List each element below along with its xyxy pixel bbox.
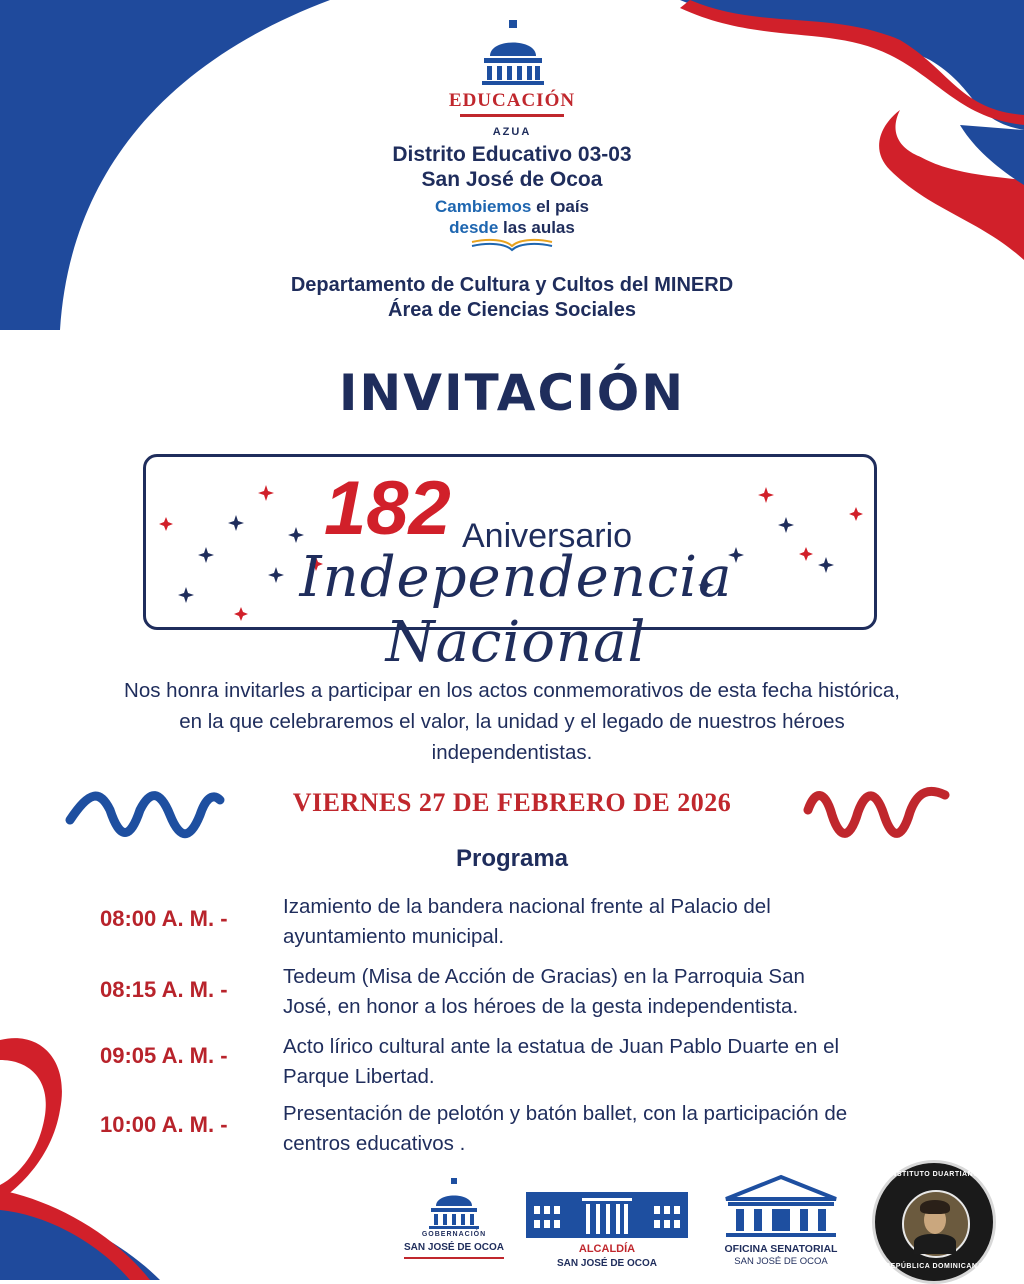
province-label: AZUA xyxy=(492,126,532,138)
gobernacion-dome-logo xyxy=(426,1178,482,1230)
education-dome-logo xyxy=(478,20,548,86)
district-line-1: Distrito Educativo 03-03 xyxy=(392,143,632,166)
program-desc-2-line-2: José, en honor a los héroes de la gesta independentista. xyxy=(283,995,799,1018)
invitation-line-2: en la que celebraremos el valor, la unidad y el legado de nuestros héroes xyxy=(179,710,845,733)
anniversary-banner xyxy=(143,454,877,675)
open-book-icon xyxy=(470,238,554,252)
department-line-1: Departamento de Cultura y Cultos del MINERD xyxy=(290,274,734,296)
flag-ribbon-bottom-left xyxy=(0,1038,160,1280)
department-line-2: Área de Ciencias Sociales xyxy=(388,299,636,321)
instituto-duartiano-seal xyxy=(872,1160,996,1284)
seal-portrait xyxy=(902,1190,970,1258)
alcaldia-building-logo xyxy=(526,1192,688,1238)
program-time-2: 08:15 A. M. - xyxy=(100,977,228,1002)
program-desc-4-line-1: Presentación de pelotón y batón ballet, con la participación de xyxy=(283,1102,848,1125)
portrait-coat xyxy=(914,1234,956,1254)
program-desc-1 xyxy=(283,892,983,952)
alcaldia-name: SAN JOSÉ DE OCOA xyxy=(556,1258,658,1269)
page-title: INVITACIÓN xyxy=(338,364,686,422)
invitation-line-3: independentistas. xyxy=(431,741,593,764)
slogan-words-4: las aulas xyxy=(503,218,575,237)
event-date: VIERNES 27 DE FEBRERO DE 2026 xyxy=(292,788,732,817)
program-desc-1-line-2: ayuntamiento municipal. xyxy=(283,925,505,948)
program-desc-1-line-1: Izamiento de la bandera nacional frente al Palacio del xyxy=(283,895,771,918)
slogan-word-3: desde xyxy=(449,218,499,237)
invitation-line-1: Nos honra invitarles a participar en los actos conmemorativos de esta fecha histórica, xyxy=(124,679,900,702)
program-desc-2 xyxy=(283,962,983,1022)
gobernacion-small-label: GOBERNACIÓN xyxy=(421,1231,487,1238)
program-title: Programa xyxy=(455,845,569,872)
portrait-hair xyxy=(920,1200,950,1214)
ministry-name: EDUCACIÓN xyxy=(448,90,576,111)
seal-top-text: INSTITUTO DUARTIANO xyxy=(888,1171,980,1178)
program-desc-4 xyxy=(283,1099,983,1159)
gobernacion-underline xyxy=(404,1257,504,1259)
program-desc-4-line-2: centros educativos . xyxy=(283,1132,466,1155)
program-desc-3-line-1: Acto lírico cultural ante la estatua de Juan Pablo Duarte en el xyxy=(283,1035,840,1058)
program-desc-3-line-2: Parque Libertad. xyxy=(283,1065,435,1088)
anniversary-label: Aniversario xyxy=(462,517,633,555)
ministry-underline xyxy=(460,114,564,117)
program-desc-2-line-1: Tedeum (Misa de Acción de Gracias) en la Parroquia San xyxy=(283,965,805,988)
program-time-1: 08:00 A. M. - xyxy=(100,906,228,931)
slogan-words-2: el país xyxy=(536,197,590,216)
senatorial-title: OFICINA SENATORIAL xyxy=(724,1243,838,1255)
senatorial-name: SAN JOSÉ DE OCOA xyxy=(734,1256,828,1267)
alcaldia-title: ALCALDÍA xyxy=(578,1243,636,1255)
program-desc-3 xyxy=(283,1032,983,1092)
anniversary-subtitle: Independencia Nacional xyxy=(299,545,733,675)
district-line-2: San José de Ocoa xyxy=(421,168,603,191)
program-time-4: 10:00 A. M. - xyxy=(100,1112,228,1137)
slogan-word-1: Cambiemos xyxy=(434,197,532,216)
program-time-3: 09:05 A. M. - xyxy=(100,1043,228,1068)
slogan-line-2 xyxy=(0,218,1024,238)
slogan-line-1 xyxy=(0,197,1024,217)
gobernacion-name: SAN JOSÉ DE OCOA xyxy=(403,1242,505,1253)
anniversary-number: 182 xyxy=(324,466,451,551)
senatorial-building-logo xyxy=(722,1175,840,1239)
seal-bottom-text: REPÚBLICA DOMINICANA xyxy=(884,1263,984,1270)
